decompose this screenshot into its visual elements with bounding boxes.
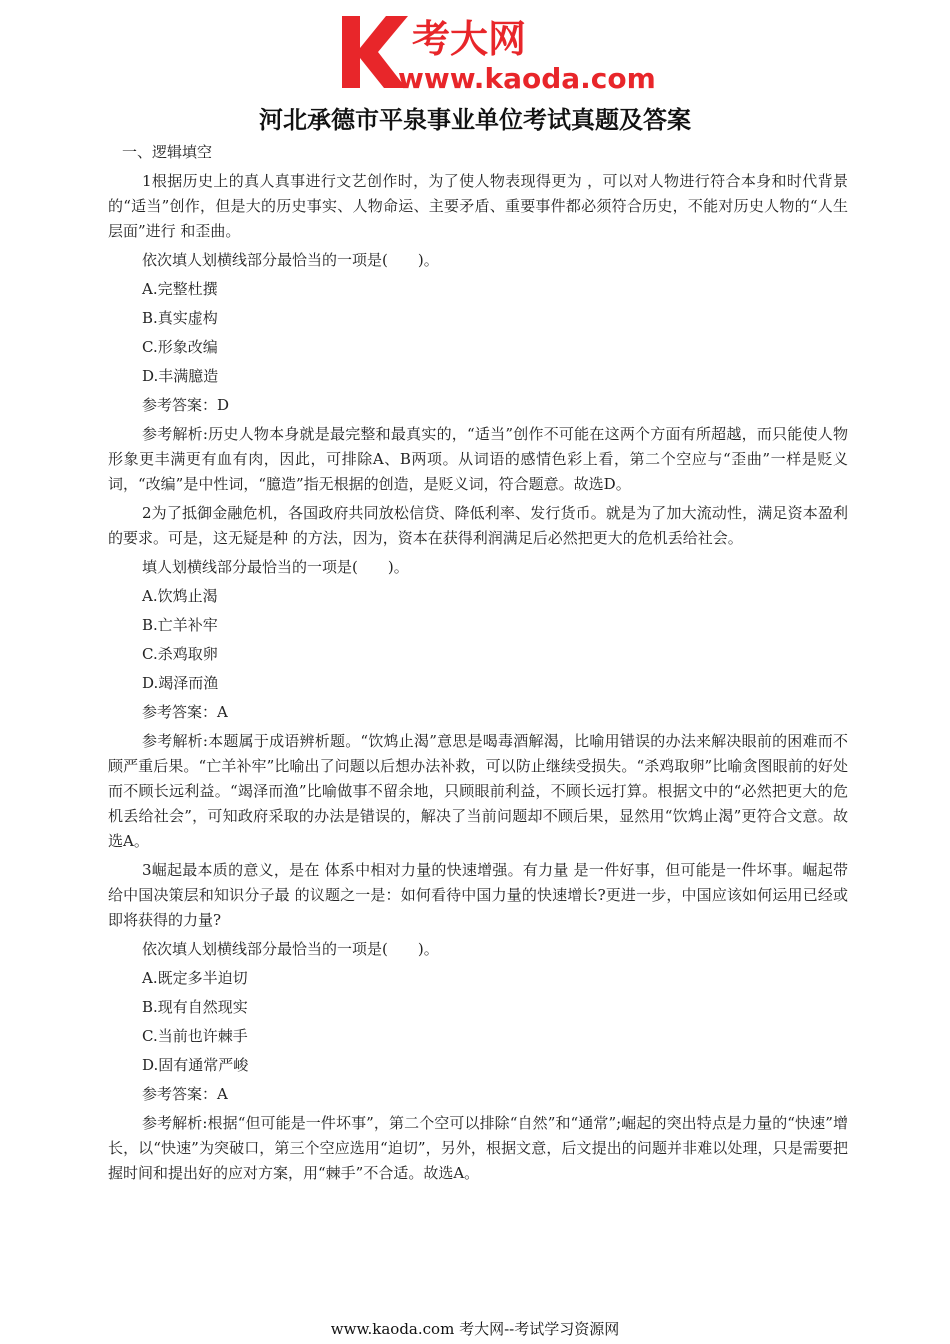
option-c: C.杀鸡取卵: [142, 645, 218, 663]
option-d: D.丰满臆造: [142, 367, 219, 385]
question-stem: 2为了抵御金融危机，各国政府共同放松信贷、降低利率、发行货币。就是为了加大流动性，满足资本盈利的要求。可是，这无疑是种 的方法，因为，资本在获得利润满足后必然把更大的危机丢给社会。: [108, 504, 848, 547]
option-d: D.固有通常严峻: [142, 1056, 249, 1074]
site-logo: [338, 8, 658, 98]
question-stem: 1根据历史上的真人真事进行文艺创作时，为了使人物表现得更为 ，可以对人物进行符合本身和时代背景的“适当”创作，但是大的历史事实、人物命运、主要矛盾、重要事件都必须符合历史，不能对历史人物的“人生层面”进行 和歪曲。: [108, 172, 848, 240]
option-a: A.既定多半迫切: [142, 969, 248, 987]
question-2: [108, 501, 848, 854]
analysis: 参考解析:本题属于成语辨析题。“饮鸩止渴”意思是喝毒酒解渴，比喻用错误的办法来解决眼前的困难而不顾严重后果。“亡羊补牢”比喻出了问题以后想办法补救，可以防止继续受损失。“杀鸡取卵”比喻贪图眼前的好处而不顾长远利益。“竭泽而渔”比喻做事不留余地，只顾眼前利益，不顾长远打算。根据文中的“必然把更大的危机丢给社会”，可知政府采取的办法是错误的，解决了当前问题却不顾后果，显然用“饮鸩止渴”更符合文意。故选A。: [108, 732, 848, 850]
kaoda-logo-icon: [338, 8, 658, 98]
option-c: C.形象改编: [142, 338, 218, 356]
option-a: A.饮鸩止渴: [142, 587, 218, 605]
answer: 参考答案：D: [142, 396, 230, 414]
option-a: A.完整杜撰: [142, 280, 218, 298]
analysis: 参考解析:历史人物本身就是最完整和最真实的，“适当”创作不可能在这两个方面有所超越，而只能使人物形象更丰满更有血有肉，因此，可排除A、B两项。从词语的感情色彩上看，第二个空应与“歪曲”一样是贬义词，“改编”是中性词，“臆造”指无根据的创造，是贬义词，符合题意。故选D。: [108, 425, 848, 493]
question-prompt: 依次填人划横线部分最恰当的一项是( )。: [142, 251, 439, 269]
option-b: B.亡羊补牢: [142, 616, 218, 634]
question-1: [108, 169, 848, 497]
page-footer: www.kaoda.com 考大网--考试学习资源网: [330, 1320, 620, 1338]
answer: 参考答案：A: [142, 1085, 228, 1103]
logo-cn-text: 考大网: [412, 17, 527, 61]
document-body: [108, 140, 848, 1190]
analysis: 参考解析:根据“但可能是一件坏事”，第二个空可以排除“自然”和“通常”;崛起的突出特点是力量的“快速”增长，以“快速”为突破口，第三个空应选用“迫切”，另外，根据文意，后文提出的问题并非难以处理，只是需要把握时间和提出好的应对方案，用“棘手”不合适。故选A。: [108, 1114, 848, 1182]
logo-url-text: www.kaoda.com: [398, 62, 656, 95]
question-3: [108, 858, 848, 1186]
option-d: D.竭泽而渔: [142, 674, 219, 692]
option-c: C.当前也许棘手: [142, 1027, 248, 1045]
question-prompt: 依次填人划横线部分最恰当的一项是( )。: [142, 940, 439, 958]
option-b: B.真实虚构: [142, 309, 218, 327]
document-title: 河北承德市平泉事业单位考试真题及答案: [259, 106, 691, 134]
section-title: 一、逻辑填空: [122, 143, 213, 161]
answer: 参考答案：A: [142, 703, 228, 721]
option-b: B.现有自然现实: [142, 998, 248, 1016]
question-prompt: 填人划横线部分最恰当的一项是( )。: [142, 558, 409, 576]
question-stem: 3崛起最本质的意义，是在 体系中相对力量的快速增强。有力量 是一件好事，但可能是一件坏事。崛起带给中国决策层和知识分子最 的议题之一是：如何看待中国力量的快速增长?更进一步，中国应该如何运用已经或即将获得的力量?: [108, 861, 848, 929]
